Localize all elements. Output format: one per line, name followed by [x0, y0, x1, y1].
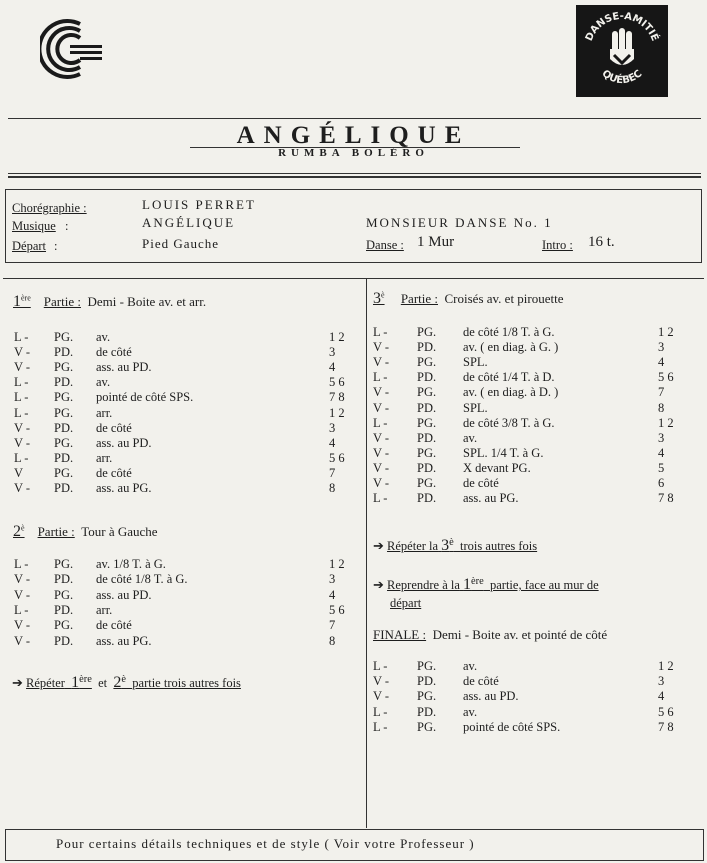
finale-heading: FINALE : Demi - Boite av. et pointé de côté — [373, 627, 608, 642]
footer-box — [5, 829, 704, 861]
step-side: L - — [373, 659, 388, 673]
step-foot: PG. — [54, 435, 74, 450]
intro-value: 16 t. — [588, 234, 615, 250]
step-description: av. — [463, 704, 478, 719]
svg-text:QUÉBEC: QUÉBEC — [599, 68, 645, 87]
choreographer-label: Chorégraphie : — [12, 201, 87, 215]
step-description: de côté 1/4 T. à D. — [463, 370, 555, 385]
step-row — [14, 618, 359, 633]
step-row — [373, 720, 693, 735]
step-foot: PG. — [417, 445, 437, 460]
step-row — [373, 370, 693, 385]
step-row — [14, 481, 359, 496]
step-description: de côté 1/8 T. à G. — [463, 325, 555, 339]
step-side: V - — [373, 460, 390, 475]
step-foot: PG. — [54, 390, 74, 405]
step-description: ass. au PG. — [463, 491, 519, 506]
step-count: 1 2 — [658, 325, 674, 339]
step-foot: PG. — [54, 330, 74, 344]
step-description: de côté 3/8 T. à G. — [463, 415, 555, 430]
danse-label: Danse : — [366, 238, 404, 252]
choreographer-value: LOUIS PERRET — [142, 197, 256, 212]
step-description: arr. — [96, 405, 113, 420]
step-foot: PG. — [417, 415, 437, 430]
step-side: L - — [373, 325, 388, 339]
step-side: V — [14, 465, 24, 480]
step-row — [373, 340, 693, 355]
step-description: ass. au PG. — [96, 633, 152, 648]
depart-label: Départ — [12, 239, 47, 253]
resume-note-cont: départ — [390, 596, 422, 610]
step-foot: PD. — [417, 340, 437, 355]
step-foot: PG. — [417, 355, 437, 370]
step-description: ass. au PG. — [96, 481, 152, 495]
step-foot: PD. — [54, 345, 74, 360]
step-row — [14, 345, 359, 360]
step-description: av. — [96, 375, 111, 390]
step-description: ass. au PD. — [463, 689, 519, 704]
step-side: L - — [14, 405, 29, 420]
step-description: SPL. — [463, 355, 488, 370]
step-count: 7 8 — [658, 719, 674, 734]
step-count: 5 6 — [329, 602, 345, 617]
step-count: 7 — [329, 465, 336, 480]
step-side: V - — [373, 400, 390, 415]
step-foot: PD. — [54, 375, 74, 390]
step-count: 3 — [329, 420, 336, 435]
step-side: V - — [14, 345, 31, 360]
step-description: SPL. 1/4 T. à G. — [463, 445, 544, 460]
step-description: arr. — [96, 602, 113, 617]
step-count: 4 — [658, 355, 665, 370]
step-side: V - — [373, 445, 390, 460]
step-count: 8 — [329, 481, 336, 495]
step-foot: PG. — [417, 385, 437, 400]
step-foot: PG. — [54, 465, 74, 480]
step-foot: PG. — [417, 659, 437, 673]
step-count: 5 6 — [658, 370, 674, 385]
step-description: av. ( en diag. à G. ) — [463, 340, 559, 355]
step-side: V - — [14, 435, 31, 450]
step-description: ass. au PD. — [96, 435, 152, 450]
step-description: X devant PG. — [463, 460, 531, 475]
step-row — [373, 431, 693, 446]
step-side: L - — [14, 450, 29, 465]
footer-note: Pour certains détails techniques et de style ( Voir votre Professeur ) — [56, 836, 475, 851]
step-side: V - — [14, 618, 31, 633]
step-count: 8 — [658, 400, 665, 415]
step-foot: PG. — [417, 325, 437, 339]
step-side: V - — [14, 360, 31, 375]
step-foot: PD. — [54, 481, 74, 495]
step-row — [14, 330, 359, 345]
step-row — [373, 705, 693, 720]
step-count: 4 — [329, 587, 336, 602]
step-side: L - — [14, 375, 29, 390]
step-side: V - — [373, 385, 390, 400]
step-count: 3 — [329, 572, 336, 587]
column-divider — [366, 278, 367, 828]
step-foot: PD. — [54, 633, 74, 648]
step-side: L - — [14, 557, 29, 571]
step-row — [14, 436, 359, 451]
step-side: V - — [373, 430, 390, 445]
step-row — [373, 476, 693, 491]
step-foot: PG. — [54, 557, 74, 571]
step-foot: PD. — [417, 674, 437, 689]
step-description: av. 1/8 T. à G. — [96, 557, 166, 571]
step-side: V - — [373, 340, 390, 355]
part2-heading: $2^è$ Partie : Tour à Gauche — [13, 523, 158, 540]
step-side: V - — [14, 481, 31, 495]
step-foot: PG. — [417, 719, 437, 734]
step-description: arr. — [96, 450, 113, 465]
step-foot: PG. — [54, 618, 74, 633]
step-count: 1 2 — [658, 659, 674, 673]
step-count: 7 8 — [329, 390, 345, 405]
step-side: V - — [14, 420, 31, 435]
step-row — [14, 572, 359, 587]
step-count: 3 — [329, 345, 336, 360]
step-foot: PG. — [54, 405, 74, 420]
step-description: ass. au PD. — [96, 360, 152, 375]
step-foot: PD. — [417, 430, 437, 445]
step-side: L - — [373, 415, 388, 430]
step-row — [373, 491, 693, 506]
step-side: L - — [14, 330, 29, 344]
step-row — [14, 360, 359, 375]
step-foot: PD. — [417, 370, 437, 385]
part1-heading: 1ère Partie : Demi - Boite av. et arr. — [13, 293, 207, 310]
step-foot: PD. — [54, 450, 74, 465]
step-description: de côté — [96, 465, 132, 480]
step-foot: PG. — [417, 476, 437, 490]
step-count: 4 — [329, 435, 336, 450]
step-description: av. ( en diag. à D. ) — [463, 385, 559, 400]
step-side: V - — [373, 355, 390, 370]
step-description: de côté 1/8 T. à G. — [96, 572, 188, 587]
step-row — [373, 355, 693, 370]
step-foot: PD. — [417, 400, 437, 415]
step-foot: PG. — [417, 689, 437, 704]
step-description: av. — [96, 330, 111, 344]
resume-note: ➔ Reprendre à la 1ère partie, face au mur de — [373, 576, 599, 594]
music-label: Musique — [12, 219, 56, 233]
dance-title: ANGÉLIQUE — [236, 122, 471, 149]
step-description: de côté — [96, 345, 132, 360]
step-count: 5 — [658, 460, 665, 475]
step-count: 4 — [329, 360, 336, 375]
step-foot: PD. — [54, 420, 74, 435]
part3-heading: $3^è$ Partie : Croisés av. et pirouette — [373, 290, 564, 307]
step-foot: PD. — [54, 572, 74, 587]
step-side: V - — [14, 587, 31, 602]
music-artist: MONSIEUR DANSE No. 1 — [366, 215, 553, 230]
step-row — [14, 588, 359, 603]
step-count: 1 2 — [329, 557, 345, 571]
part3-repeat-note: ➔ Répéter la $3^è$ trois autres fois — [373, 537, 538, 555]
step-description: av. — [463, 430, 478, 445]
part2-repeat-note: ➔ Répéter 1ère et $2^è$ partie trois autres fois — [12, 674, 241, 692]
step-count: 6 — [658, 476, 665, 490]
step-description: av. — [463, 659, 478, 673]
step-count: 5 6 — [329, 375, 345, 390]
step-count: 7 — [329, 618, 336, 633]
step-side: L - — [373, 704, 388, 719]
step-count: 1 2 — [329, 330, 345, 344]
step-side: L - — [14, 390, 29, 405]
step-side: V - — [373, 674, 390, 689]
step-side: V - — [14, 633, 31, 648]
step-count: 4 — [658, 689, 665, 704]
step-count: 5 6 — [658, 704, 674, 719]
step-row — [14, 375, 359, 390]
step-foot: PD. — [54, 602, 74, 617]
step-foot: PG. — [54, 587, 74, 602]
step-count: 8 — [329, 633, 336, 648]
step-row — [373, 416, 693, 431]
step-count: 7 8 — [658, 491, 674, 506]
title-underline — [190, 147, 520, 148]
step-row — [373, 689, 693, 704]
step-row — [14, 406, 359, 421]
music-value: ANGÉLIQUE — [142, 215, 236, 230]
step-count: 3 — [658, 674, 665, 689]
step-description: pointé de côté SPS. — [96, 390, 194, 405]
step-count: 3 — [658, 430, 665, 445]
step-row — [373, 385, 693, 400]
step-row — [373, 401, 693, 416]
step-description: SPL. — [463, 400, 488, 415]
depart-value: Pied Gauche — [142, 236, 220, 251]
danse-amitie-quebec-logo — [576, 5, 668, 97]
step-row — [373, 674, 693, 689]
danse-value: 1 Mur — [417, 234, 455, 250]
step-row — [14, 390, 359, 405]
step-count: 4 — [658, 445, 665, 460]
step-foot: PG. — [54, 360, 74, 375]
step-description: de côté — [96, 420, 132, 435]
step-row — [373, 446, 693, 461]
step-count: 3 — [658, 340, 665, 355]
step-count: 1 2 — [329, 405, 345, 420]
step-row — [373, 325, 693, 340]
dance-style: RUMBA BOLÉRO — [278, 147, 429, 159]
step-row — [14, 466, 359, 481]
step-row — [14, 557, 359, 572]
intro-label: Intro : — [542, 238, 573, 252]
step-description: de côté — [96, 618, 132, 633]
step-side: L - — [14, 602, 29, 617]
step-count: 5 6 — [329, 450, 345, 465]
step-side: L - — [373, 370, 388, 385]
info-box: Chorégraphie : LOUIS PERRET Musique : ANGÉLIQUE MONSIEUR DANSE No. 1 Départ : Pied Gauche Danse : 1 Mur Intro : 16 t. — [5, 189, 702, 263]
step-side: V - — [373, 476, 390, 490]
step-row — [14, 451, 359, 466]
step-row — [373, 461, 693, 476]
step-foot: PD. — [417, 491, 437, 506]
step-description: pointé de côté SPS. — [463, 719, 561, 734]
step-side: V - — [14, 572, 31, 587]
svg-text:DANSE-AMITIÉ: DANSE-AMITIÉ — [583, 10, 661, 43]
step-description: ass. au PD. — [96, 587, 152, 602]
step-description: de côté — [463, 674, 499, 689]
step-row — [373, 659, 693, 674]
step-side: V - — [373, 689, 390, 704]
step-foot: PD. — [417, 460, 437, 475]
step-foot: PD. — [417, 704, 437, 719]
step-row — [14, 603, 359, 618]
step-description: de côté — [463, 476, 499, 490]
school-logo — [40, 18, 104, 80]
step-count: 7 — [658, 385, 665, 400]
step-side: L - — [373, 491, 388, 506]
step-row — [14, 634, 359, 649]
step-count: 1 2 — [658, 415, 674, 430]
step-side: L - — [373, 719, 388, 734]
step-row — [14, 421, 359, 436]
